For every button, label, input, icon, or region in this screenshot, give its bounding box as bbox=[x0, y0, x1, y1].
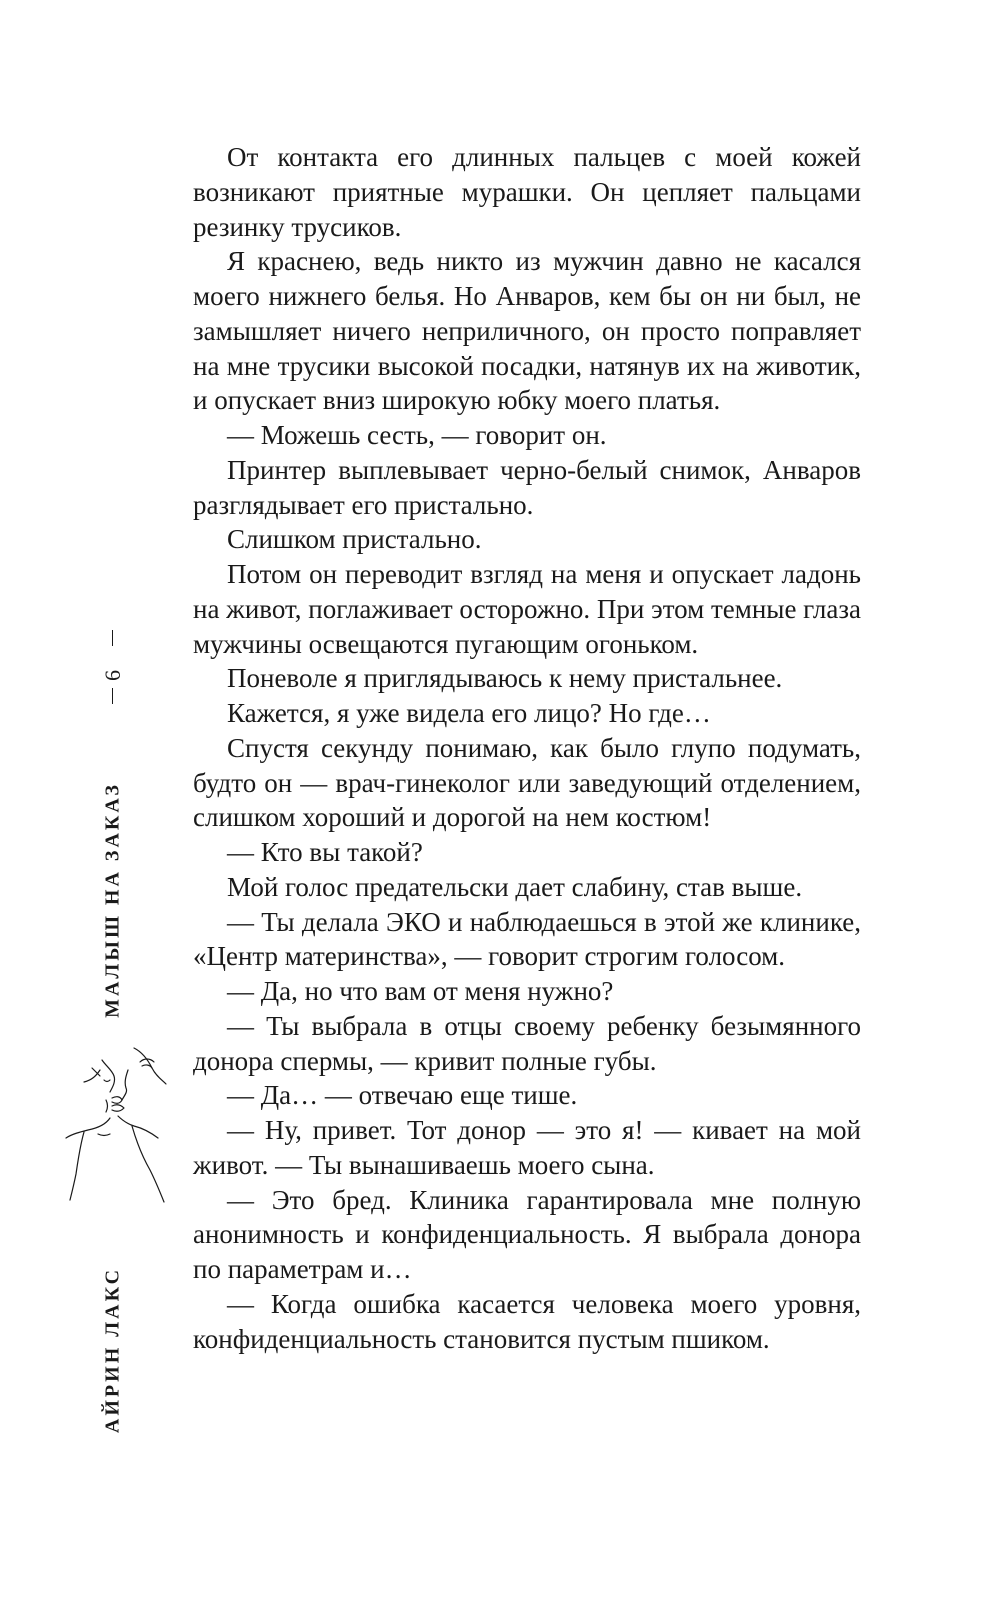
paragraph: — Кто вы такой? bbox=[227, 837, 423, 867]
paragraph: — Да, но что вам от меня нужно? bbox=[227, 976, 614, 1006]
page-number-rule bbox=[112, 630, 113, 646]
page-number: 6 bbox=[100, 669, 125, 681]
body-text bbox=[193, 140, 861, 1356]
page-number-rule bbox=[112, 688, 113, 704]
paragraph: — Ну, привет. Тот донор — это я! — кивает на мой живот. — Ты вынашиваешь моего сына. bbox=[193, 1115, 861, 1180]
kissing-faces-line-drawing-icon bbox=[62, 1040, 172, 1210]
running-title-text: МАЛЫШ НА ЗАКАЗ bbox=[101, 782, 124, 1018]
paragraph: Потом он переводит взгляд на меня и опускает ладонь на живот, поглаживает осторожно. При этом темные глаза мужчины освещаются пугающим огоньком. bbox=[193, 559, 861, 659]
running-author-text: АЙРИН ЛАКС bbox=[101, 1266, 124, 1434]
paragraph: — Ты выбрала в отцы своему ребенку безымянного донора спермы, — кривит полные губы. bbox=[193, 1010, 861, 1076]
paragraph: Слишком пристально. bbox=[227, 524, 482, 555]
paragraph: От контакта его длинных пальцев с моей кожей возникают приятные мурашки. Он цепляет пальцами резинку трусиков. bbox=[193, 142, 861, 242]
paragraph: — Когда ошибка касается человека моего уровня, конфиденциальность становится пустым пшиком. bbox=[193, 1288, 861, 1354]
paragraph: Мой голос предательски дает слабину, став выше. bbox=[227, 871, 803, 902]
paragraph: — Ты делала ЭКО и наблюдаешься в этой же клинике, «Центр материнства», — говорит строгим голосом. bbox=[193, 906, 861, 972]
paragraph: Кажется, я уже видела его лицо? Но где… bbox=[227, 698, 711, 728]
paragraph: — Можешь сесть, — говорит он. bbox=[227, 420, 607, 450]
paragraph: Принтер выплевывает черно-белый снимок, Анваров разглядывает его пристально. bbox=[193, 454, 861, 520]
paragraph: Спустя секунду понимаю, как было глупо подумать, будто он — врач-гинеколог или заведующий отделением, слишком хороший и дорогой на нем костюм! bbox=[193, 732, 861, 833]
paragraph: Поневоле я приглядываюсь к нему пристальнее. bbox=[227, 663, 783, 694]
paragraph: — Да… — отвечаю еще тише. bbox=[227, 1080, 578, 1111]
paragraph: Я краснею, ведь никто из мужчин давно не касался моего нижнего белья. Но Анваров, кем бы он ни был, не замышляет ничего неприличного, он просто поправляет на мне трусики высокой посадки, натянув их на животик, и опускает вниз широкую юбку моего платья. bbox=[193, 246, 861, 416]
paragraph: — Это бред. Клиника гарантировала мне полную анонимность и конфиденциальность. Я выбрала донора по параметрам и… bbox=[193, 1184, 861, 1284]
